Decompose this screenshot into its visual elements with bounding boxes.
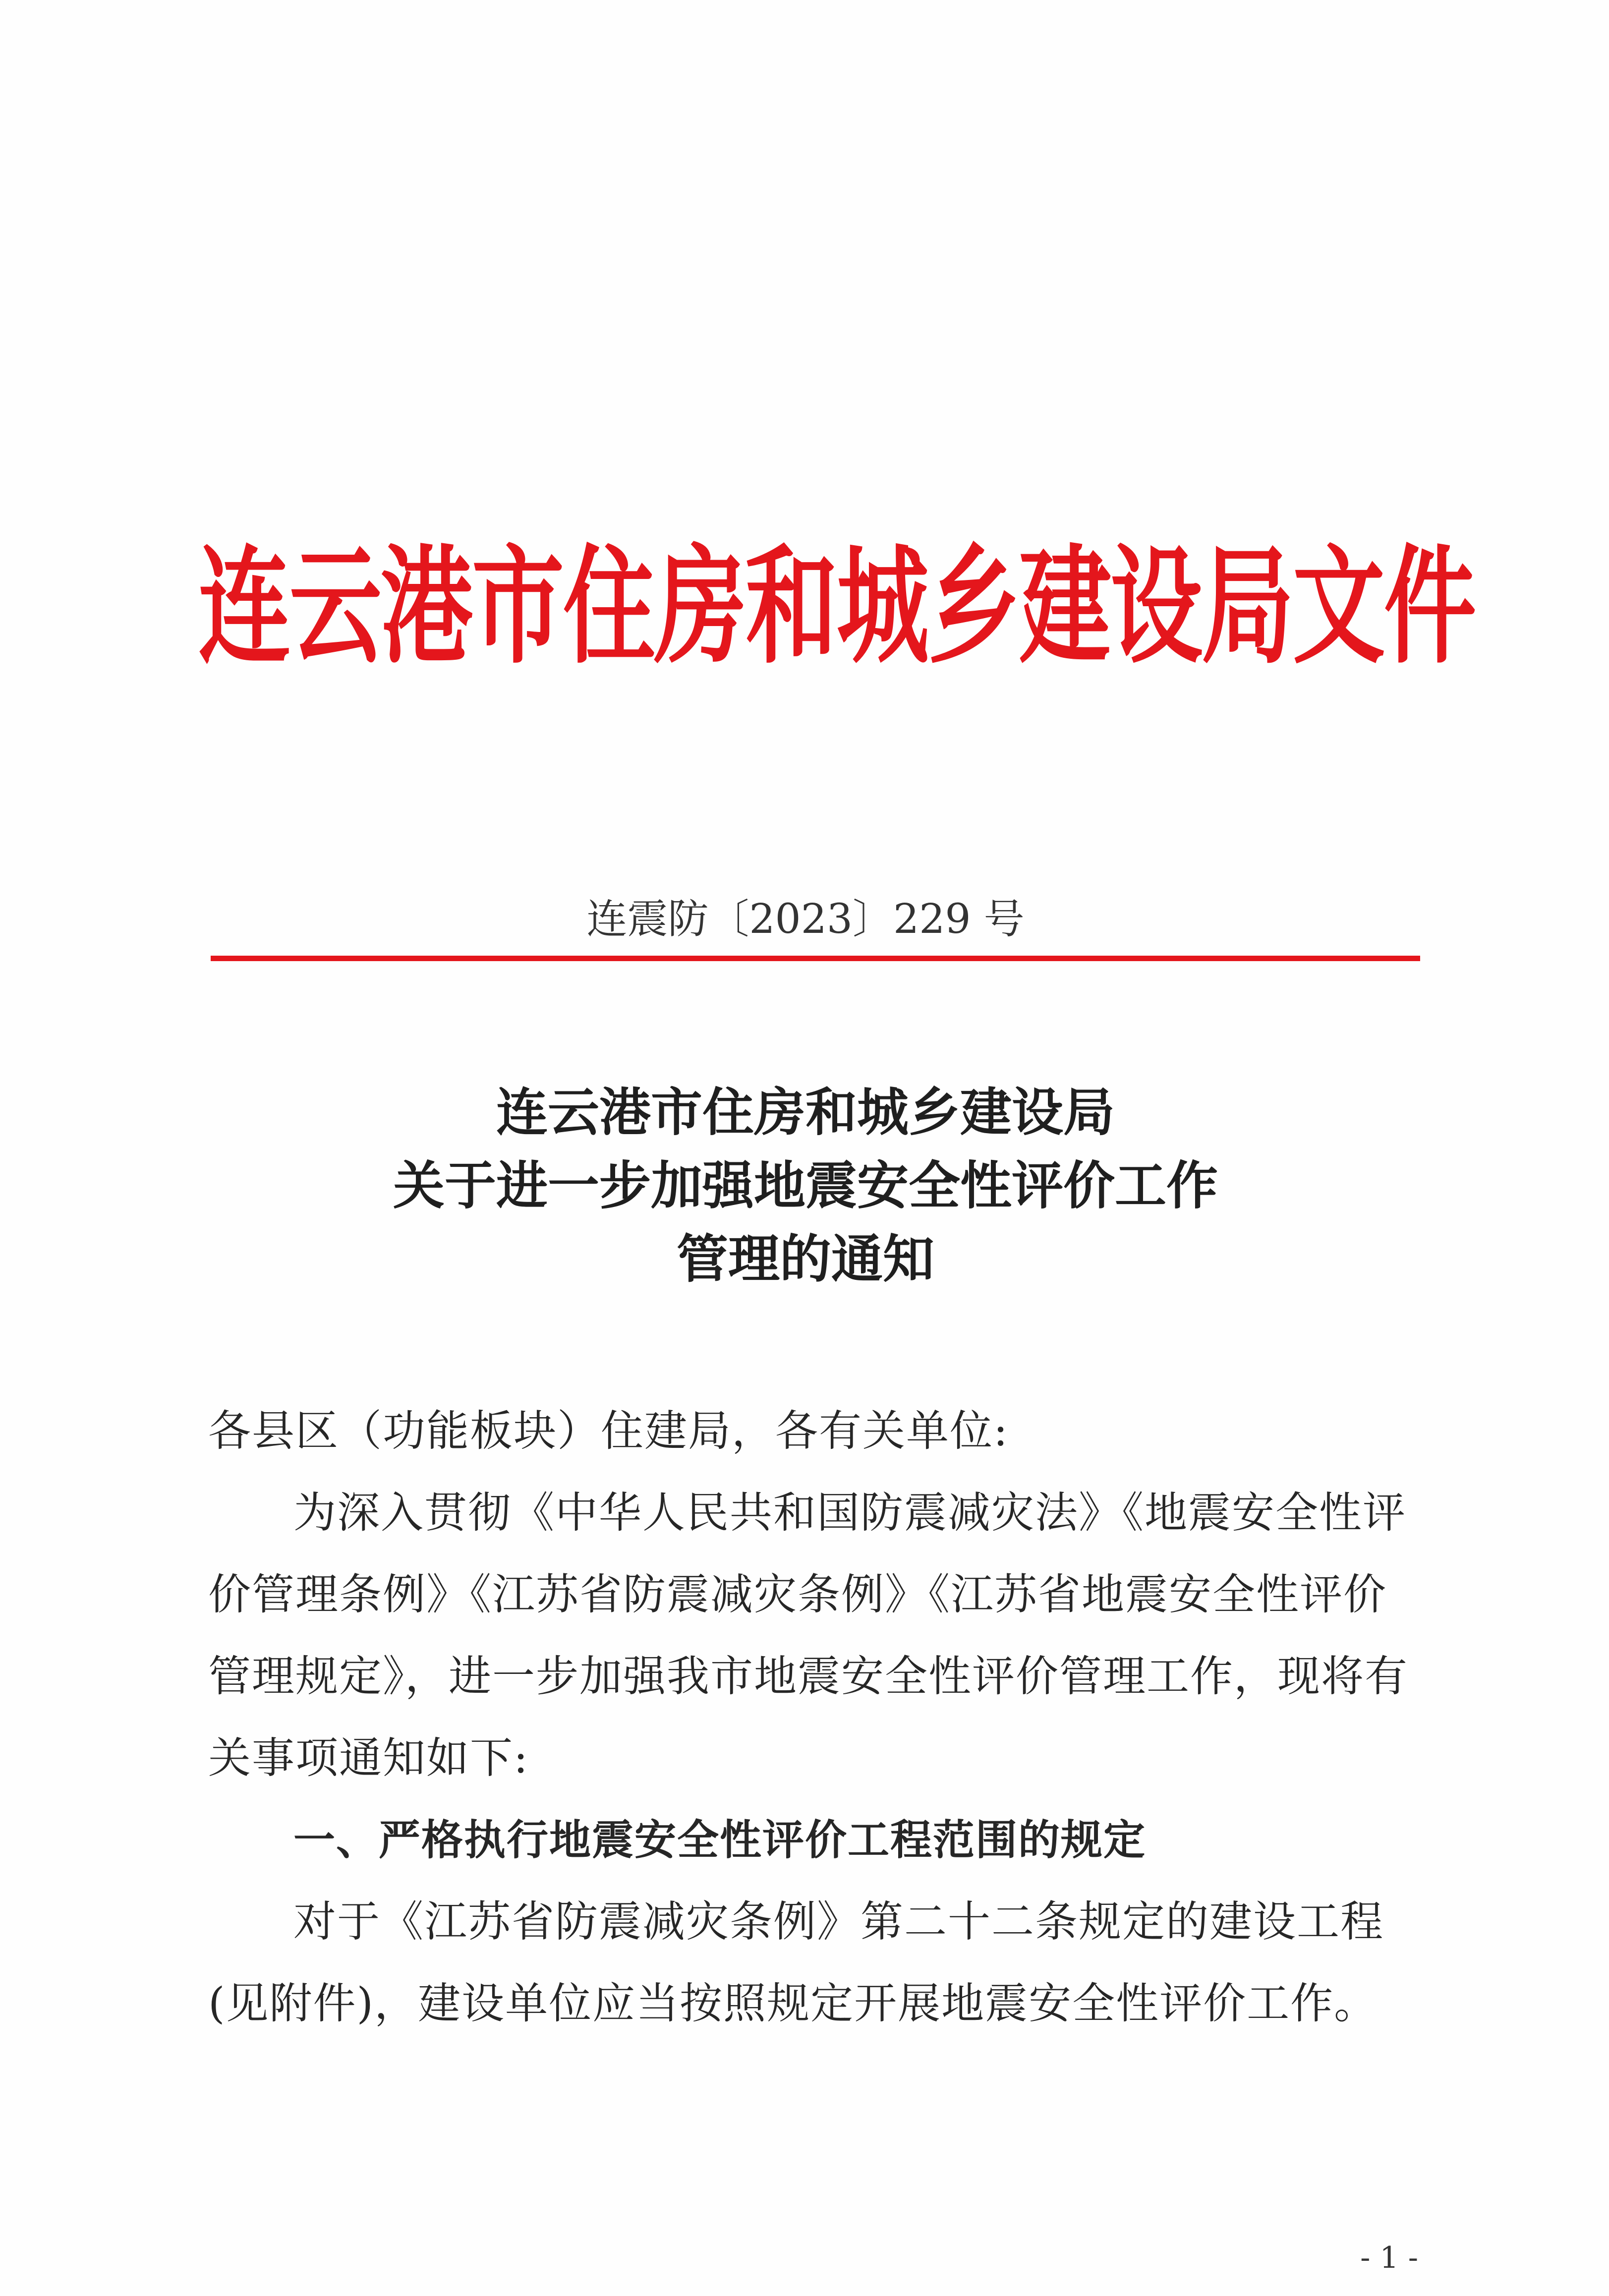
document-number: 连震防〔2023〕229 号 xyxy=(586,896,1025,943)
title-line-3: 管理的通知 xyxy=(676,1228,934,1289)
red-divider-line xyxy=(211,956,1420,961)
salutation: 各县区（功能板块）住建局，各有关单位: xyxy=(208,1406,1009,1456)
page-number: - 1 - xyxy=(1360,2240,1418,2275)
title-line-2: 关于进一步加强地震安全性评价工作 xyxy=(393,1155,1218,1216)
issuing-authority-header: 连云港市住房和城乡建设局文件 xyxy=(198,531,1476,681)
document-title xyxy=(248,1076,1363,1296)
section-1-paragraph: 对于《江苏省防震减灾条例》第二十二条规定的建设工程(见附件)，建设单位应当按照规定开展地震安全性评价工作。 xyxy=(208,1897,1384,2028)
intro-paragraph: 为深入贯彻《中华人民共和国防震减灾法》《地震安全性评价管理条例》《江苏省防震减灾条例》《江苏省地震安全性评价管理规定》，进一步加强我市地震安全性评价管理工作，现将有关事项通知如下: xyxy=(208,1488,1408,1783)
section-1-heading: 一、严格执行地震安全性评价工程范围的规定 xyxy=(293,1816,1147,1864)
title-line-1: 连云港市住房和城乡建设局 xyxy=(496,1082,1115,1143)
document-body xyxy=(208,1390,1428,2045)
